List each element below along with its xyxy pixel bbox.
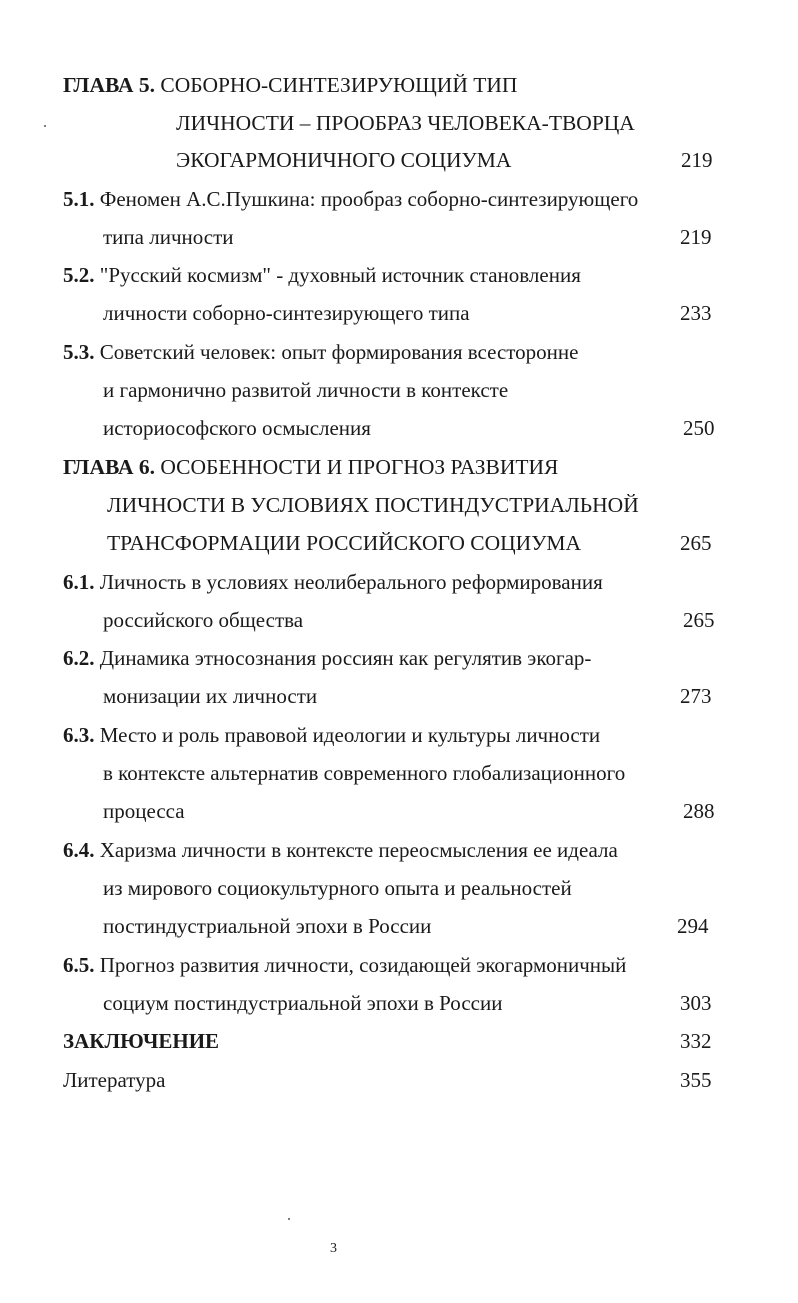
chapter-6-title-line1: ОСОБЕННОСТИ И ПРОГНОЗ РАЗВИТИЯ — [160, 455, 559, 479]
section-6-5-title-line1: Прогноз развития личности, созидающей экогармоничный — [99, 953, 627, 977]
chapter-5-label: ГЛАВА 5. — [63, 73, 155, 97]
section-5-1-number: 5.1. — [63, 187, 95, 211]
section-5-2-title-line1: "Русский космизм" - духовный источник становления — [99, 263, 581, 287]
section-6-5-number: 6.5. — [63, 953, 95, 977]
section-6-1-title-line2: российского общества — [103, 608, 304, 632]
scan-speck — [288, 1218, 290, 1220]
section-6-1-number: 6.1. — [63, 570, 95, 594]
chapter-5-heading — [63, 72, 517, 98]
section-6-2-number: 6.2. — [63, 646, 95, 670]
section-6-4 — [63, 837, 618, 863]
chapter-5-title-line3: ЭКОГАРМОНИЧНОГО СОЦИУМА — [176, 148, 512, 172]
section-5-1 — [63, 186, 638, 212]
section-6-5-page: 303 — [680, 991, 712, 1015]
section-6-2-page: 273 — [680, 684, 712, 708]
chapter-5-page: 219 — [681, 148, 713, 172]
conclusion-title: ЗАКЛЮЧЕНИЕ — [63, 1029, 220, 1053]
section-5-1-title-line1: Феномен А.С.Пушкина: прообраз соборно-синтезирующего — [99, 187, 639, 211]
page-number: 3 — [330, 1241, 337, 1256]
section-6-1-page: 265 — [683, 608, 715, 632]
section-5-2-title-line2: личности соборно-синтезирующего типа — [103, 301, 470, 325]
chapter-6-page: 265 — [680, 531, 712, 555]
chapter-6-title-line3: ТРАНСФОРМАЦИИ РОССИЙСКОГО СОЦИУМА — [107, 531, 582, 555]
section-5-1-page: 219 — [680, 225, 712, 249]
section-5-2-number: 5.2. — [63, 263, 95, 287]
section-6-3-page: 288 — [683, 799, 715, 823]
section-5-3-title-line1: Советский человек: опыт формирования всесторонне — [99, 340, 579, 364]
section-6-5 — [63, 952, 626, 978]
section-6-3-title-line2: в контексте альтернатив современного глобализационного — [103, 761, 626, 785]
section-6-3-title-line3: процесса — [103, 799, 185, 823]
section-6-2 — [63, 645, 591, 671]
section-6-5-title-line2: социум постиндустриальной эпохи в России — [103, 991, 503, 1015]
section-6-4-number: 6.4. — [63, 838, 95, 862]
section-6-4-title-line1: Харизма личности в контексте переосмысления ее идеала — [99, 838, 618, 862]
chapter-6-title-line2: ЛИЧНОСТИ В УСЛОВИЯХ ПОСТИНДУСТРИАЛЬНОЙ — [107, 493, 639, 517]
chapter-6-label: ГЛАВА 6. — [63, 455, 155, 479]
section-5-3-title-line2: и гармонично развитой личности в контексте — [103, 378, 509, 402]
conclusion-page: 332 — [680, 1029, 712, 1053]
literature-page: 355 — [680, 1068, 712, 1092]
section-5-3-page: 250 — [683, 416, 715, 440]
section-6-3-number: 6.3. — [63, 723, 95, 747]
section-6-4-title-line3: постиндустриальной эпохи в России — [103, 914, 432, 938]
section-6-3-title-line1: Место и роль правовой идеологии и культуры личности — [99, 723, 601, 747]
section-6-1 — [63, 569, 603, 595]
section-6-1-title-line1: Личность в условиях неолиберального реформирования — [99, 570, 603, 594]
section-6-4-title-line2: из мирового социокультурного опыта и реальностей — [103, 876, 572, 900]
section-6-2-title-line2: монизации их личности — [103, 684, 318, 708]
section-5-3-title-line3: историософского осмысления — [103, 416, 371, 440]
section-6-2-title-line1: Динамика этносознания россиян как регулятив экогар- — [99, 646, 592, 670]
scan-speck — [44, 125, 46, 127]
section-5-3-number: 5.3. — [63, 340, 95, 364]
chapter-5-title-line2: ЛИЧНОСТИ – ПРООБРАЗ ЧЕЛОВЕКА-ТВОРЦА — [176, 111, 635, 135]
section-5-2-page: 233 — [680, 301, 712, 325]
section-5-2 — [63, 262, 581, 288]
chapter-5-title-line1: СОБОРНО-СИНТЕЗИРУЮЩИЙ ТИП — [160, 73, 518, 97]
chapter-6-heading — [63, 454, 558, 480]
literature-title: Литература — [63, 1068, 166, 1092]
section-6-3 — [63, 722, 600, 748]
section-6-4-page: 294 — [677, 914, 709, 938]
section-5-1-title-line2: типа личности — [103, 225, 234, 249]
section-5-3 — [63, 339, 578, 365]
